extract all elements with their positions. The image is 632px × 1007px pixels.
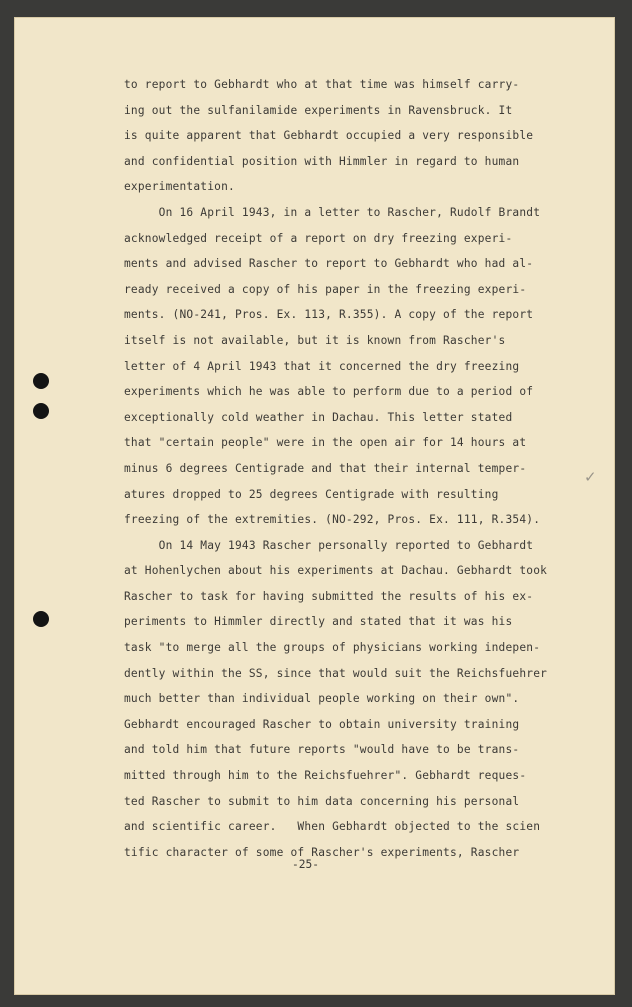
- text-line: that "certain people" were in the open air for 14 hours at: [124, 436, 527, 450]
- text-line: On 16 April 1943, in a letter to Rascher, Rudolf Brandt: [124, 205, 541, 219]
- text-line: mitted through him to the Reichsfuehrer". Gebhardt reques-: [124, 769, 527, 783]
- text-line: is quite apparent that Gebhardt occupied a very responsible: [124, 129, 534, 143]
- text-line: experimentation.: [124, 180, 235, 194]
- text-line: to report to Gebhardt who at that time was himself carry-: [124, 78, 520, 91]
- text-line: acknowledged receipt of a report on dry freezing experi-: [124, 231, 513, 245]
- text-line: minus 6 degrees Centigrade and that their internal temper-: [124, 461, 527, 475]
- text-line: ments. (NO-241, Pros. Ex. 113, R.355). A copy of the report: [124, 308, 534, 322]
- text-line: and confidential position with Himmler in regard to human: [124, 154, 520, 168]
- punch-hole: [33, 373, 49, 389]
- checkmark-icon: ✓: [584, 468, 597, 486]
- text-line: task "to merge all the groups of physicians working indepen-: [124, 641, 541, 655]
- text-line: ing out the sulfanilamide experiments in Ravensbruck. It: [124, 103, 513, 117]
- text-line: tific character of some of Rascher's experiments, Rascher: [124, 845, 520, 859]
- punch-hole: [33, 611, 49, 627]
- page-number: -25-: [292, 858, 319, 871]
- text-line: much better than individual people working on their own".: [124, 692, 520, 706]
- text-line: freezing of the extremities. (NO-292, Pros. Ex. 111, R.354).: [124, 513, 541, 527]
- text-line: exceptionally cold weather in Dachau. This letter stated: [124, 410, 513, 424]
- text-line: ted Rascher to submit to him data concerning his personal: [124, 794, 520, 808]
- text-line: letter of 4 April 1943 that it concerned the dry freezing: [124, 359, 520, 373]
- text-line: atures dropped to 25 degrees Centigrade with resulting: [124, 487, 499, 501]
- text-line: periments to Himmler directly and stated that it was his: [124, 615, 513, 629]
- text-line: experiments which he was able to perform due to a period of: [124, 385, 534, 399]
- text-line: and scientific career. When Gebhardt objected to the scien: [124, 820, 541, 834]
- text-line: dently within the SS, since that would suit the Reichsfuehrer: [124, 666, 548, 680]
- text-line: Rascher to task for having submitted the results of his ex-: [124, 589, 534, 603]
- text-line: itself is not available, but it is known from Rascher's: [124, 333, 506, 347]
- text-line: On 14 May 1943 Rascher personally reported to Gebhardt: [124, 538, 534, 552]
- text-line: at Hohenlychen about his experiments at Dachau. Gebhardt took: [124, 564, 548, 578]
- text-line: ments and advised Rascher to report to Gebhardt who had al-: [124, 257, 534, 271]
- text-line: ready received a copy of his paper in the freezing experi-: [124, 282, 527, 296]
- body-text: [124, 72, 594, 865]
- text-line: Gebhardt encouraged Rascher to obtain university training: [124, 717, 520, 731]
- text-line: and told him that future reports "would have to be trans-: [124, 743, 520, 757]
- punch-hole: [33, 403, 49, 419]
